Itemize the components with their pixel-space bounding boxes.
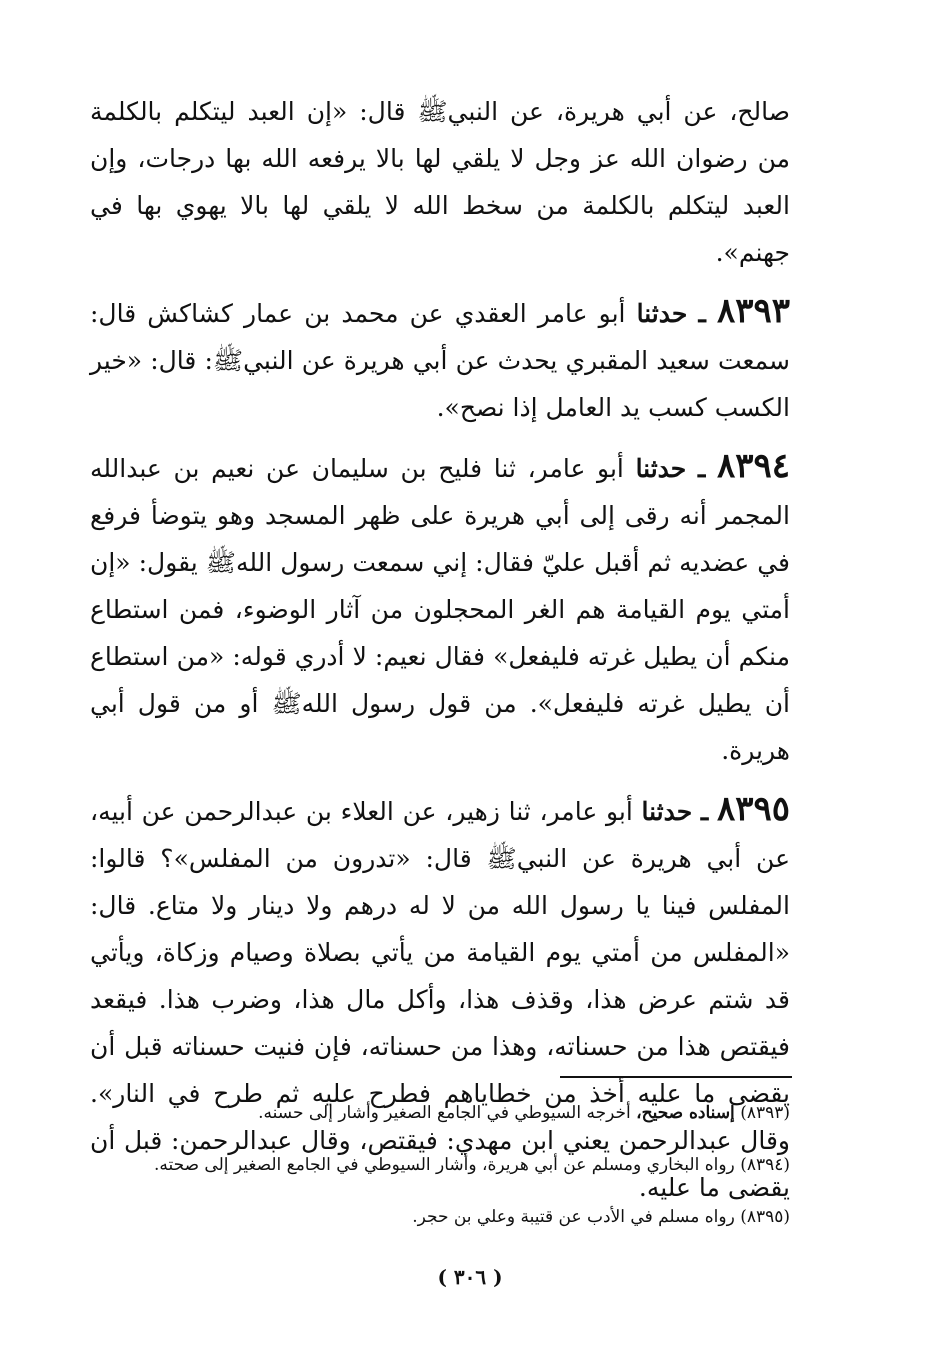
- footnote-grading: إسناده صحيح،: [636, 1103, 735, 1123]
- footnote-ref: (٨٣٩٣): [740, 1103, 790, 1123]
- hadith-lead-word: حدثنا: [636, 299, 688, 328]
- footnotes: [90, 1100, 790, 1256]
- hadith-dash: ـ: [698, 299, 706, 328]
- hadith-lead-word: حدثنا: [635, 454, 687, 483]
- hadith-dash: ـ: [700, 797, 709, 826]
- footnote-ref: (٨٣٩٤): [740, 1155, 790, 1175]
- main-text: [90, 88, 790, 1223]
- hadith-dash: ـ: [697, 454, 706, 483]
- footnote-8394: [90, 1152, 790, 1178]
- hadith-number: ٨٣٩٥: [716, 789, 791, 829]
- hadith-text: أبو عامر، ثنا فليح بن سليمان عن نعيم بن عبدالله المجمر أنه رقى إلى أبي هريرة على ظهر المسجد وهو يتوضأ فرفع في عضديه ثم أقبل عليّ فقال: إني سمعت رسول اللهﷺ يقول: «إن أمتي يوم القيامة هم الغر المحجلون من آثار الوضوء، فمن استطاع منكم أن يطيل غرته فليفعل» فقال نعيم: لا أدري قوله: «من استطاع أن يطيل غرته فليفعل». من قول رسول اللهﷺ أو من قول أبي هريرة.: [90, 454, 791, 765]
- footnote-divider: [560, 1076, 792, 1078]
- footnote-ref: (٨٣٩٥): [740, 1207, 790, 1227]
- hadith-number: ٨٣٩٤: [716, 446, 791, 486]
- hadith-number: ٨٣٩٣: [716, 291, 790, 331]
- footnote-text: رواه مسلم في الأدب عن قتيبة وعلي بن حجر.: [412, 1207, 735, 1227]
- footnote-text: أخرجه السيوطي في الجامع الصغير وأشار إلى حسنه.: [258, 1103, 631, 1123]
- hadith-8394: [90, 443, 790, 774]
- footnote-text: رواه البخاري ومسلم عن أبي هريرة، وأشار السيوطي في الجامع الصغير إلى صحته.: [153, 1155, 735, 1175]
- page-number: ( ٣٠٦ ): [437, 1265, 503, 1289]
- hadith-text: أبو عامر العقدي عن محمد بن عمار كشاكش قال: سمعت سعيد المقبري يحدث عن أبي هريرة عن النبيﷺ: قال: «خير الكسب كسب يد العامل إذا نصح».: [90, 299, 790, 422]
- footnote-8395: [90, 1204, 790, 1230]
- continuation-paragraph: صالح، عن أبي هريرة، عن النبيﷺ قال: «إن العبد ليتكلم بالكلمة من رضوان الله عز وجل لا يلقي لها بالا يرفعه الله بها درجات، وإن العبد ليتكلم بالكلمة من سخط الله لا يلقي لها بالا يهوي بها في جهنم».: [90, 97, 790, 267]
- hadith-lead-word: حدثنا: [641, 797, 693, 826]
- hadith-8393: [90, 288, 790, 431]
- footnote-8393: [90, 1100, 790, 1126]
- hadith-text: أبو عامر، ثنا زهير، عن العلاء بن عبدالرحمن عن أبيه، عن أبي هريرة عن النبيﷺ قال: «تدرون من المفلس»؟ قالوا: المفلس فينا يا رسول الله من لا له درهم ولا دينار ولا متاع. قال: «المفلس من أمتي يوم القيامة من يأتي بصلاة وصيام وزكاة، ويأتي قد شتم عرض هذا، وقذف هذا، وأكل مال هذا، وضرب هذا. فيقعد فيقتص هذا من حسناته، وهذا من حسناته، فإن فنيت حسناته قبل أن يقضى ما عليه أخذ من خطاياهم فطرح عليه ثم طرح في النار». وقال عبدالرحمن يعني ابن مهدي: فيقتص، وقال عبدالرحمن: قبل أن يقضى ما عليه.: [90, 797, 790, 1202]
